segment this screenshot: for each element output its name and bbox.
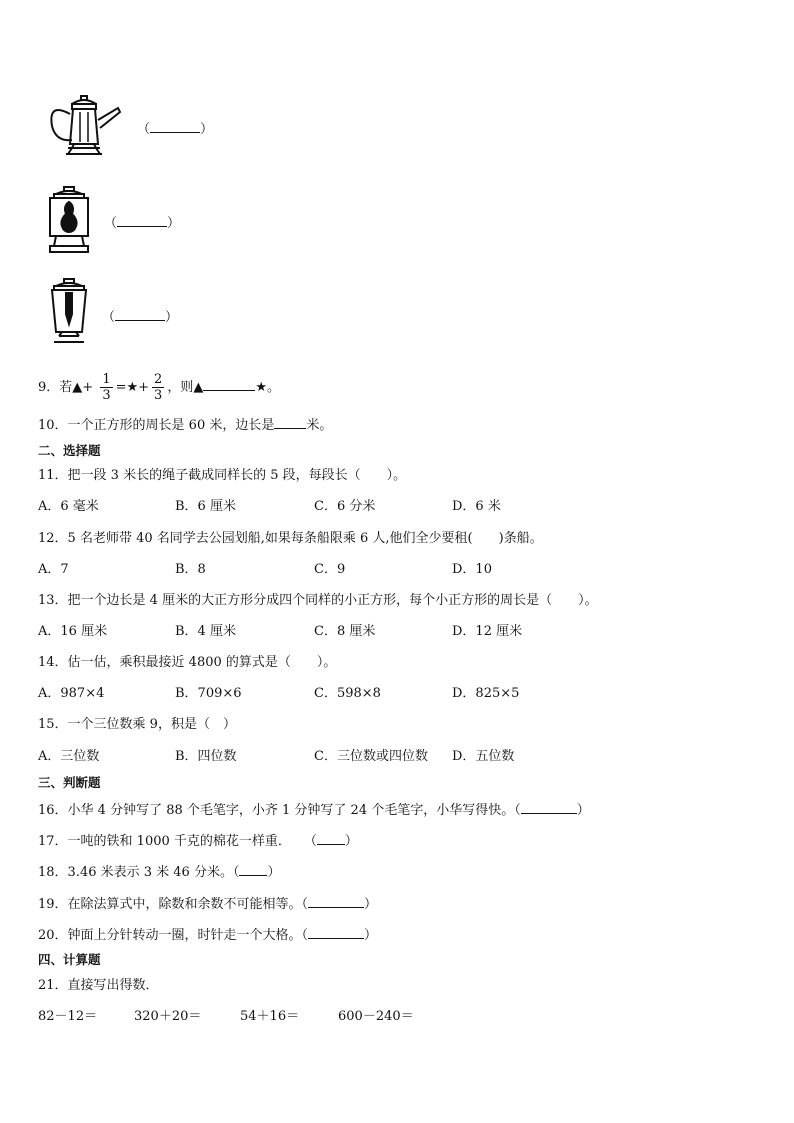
fraction-two-thirds: $\frac{2}{3}$: [154, 372, 163, 403]
paren-open: （: [137, 122, 151, 137]
q15-option-d[interactable]: D．五位数: [452, 749, 515, 764]
q13-option-c[interactable]: C．8 厘米: [314, 624, 376, 639]
q14-option-d[interactable]: D．825×5: [452, 686, 520, 701]
q14-option-a[interactable]: A．987×4: [38, 686, 105, 701]
question-11: 11．把一段 3 米长的绳子截成同样长的 5 段，每段长（ ）。: [38, 468, 407, 483]
q19-blank[interactable]: [308, 894, 364, 908]
question-16: 16．小华 4 分钟写了 88 个毛笔字，小齐 1 分钟写了 24 个毛笔字，小华写得快。（ ）: [38, 800, 590, 820]
q15-option-b[interactable]: B．四位数: [175, 749, 237, 764]
q12-option-b[interactable]: B．8: [175, 562, 206, 577]
q9-suffix-a: ，则▲: [167, 380, 204, 395]
q14-option-c[interactable]: C．598×8: [314, 686, 381, 701]
question-13: 13．把一个边长是 4 厘米的大正方形分成四个同样的小正方形，每个小正方形的周长是（ ）。: [38, 593, 598, 608]
q9-prefix: 9．若▲+: [38, 380, 94, 395]
coffee-pot-icon: [44, 278, 96, 346]
question-20: 20．钟面上分针转动一圈，时针走一个大格。（ ）: [38, 925, 377, 945]
q9-mid: =★+: [115, 380, 150, 395]
q13-option-a[interactable]: A．16 厘米: [38, 624, 108, 639]
q13-option-b[interactable]: B．4 厘米: [175, 624, 236, 639]
calc-item-3[interactable]: 54＋16＝: [240, 1009, 300, 1024]
calc-item-4[interactable]: 600－240＝: [338, 1009, 414, 1024]
section-heading-judge: 三、判断题: [38, 775, 101, 790]
question-15: 15．一个三位数乘 9，积是（ ）: [38, 717, 236, 732]
paren-close: ）: [165, 310, 179, 325]
question-18: 18．3.46 米表示 3 米 46 分米。（ ）: [38, 862, 280, 882]
q18-blank[interactable]: [239, 862, 267, 876]
q12-option-d[interactable]: D．10: [452, 562, 492, 577]
picture-3-answer: [102, 307, 178, 327]
fraction-one-third: $\frac{1}{3}$: [102, 372, 111, 403]
paren-open: （: [104, 216, 118, 231]
section-heading-calc: 四、计算题: [38, 952, 101, 967]
q9-blank[interactable]: [203, 377, 255, 391]
question-10: 10．一个正方形的周长是 60 米，边长是 米。: [38, 415, 332, 435]
q13-option-d[interactable]: D．12 厘米: [452, 624, 523, 639]
answer-blank[interactable]: [117, 213, 167, 227]
q20-blank[interactable]: [308, 925, 364, 939]
question-19: 19．在除法算式中，除数和余数不可能相等。（ ）: [38, 894, 377, 914]
q14-option-b[interactable]: B．709×6: [175, 686, 242, 701]
q11-option-c[interactable]: C．6 分米: [314, 499, 376, 514]
q12-option-a[interactable]: A．7: [38, 562, 69, 577]
answer-blank[interactable]: [150, 119, 200, 133]
q11-option-b[interactable]: B．6 厘米: [175, 499, 236, 514]
section-heading-choice: 二、选择题: [38, 443, 101, 458]
q16-blank[interactable]: [521, 800, 577, 814]
question-9: [38, 370, 280, 406]
teapot-icon: [46, 94, 126, 160]
gourd-jar-icon: [44, 186, 96, 254]
picture-2-answer: [104, 213, 180, 233]
paren-close: ）: [167, 216, 181, 231]
q17-blank[interactable]: [317, 831, 345, 845]
paren-open: （: [102, 310, 116, 325]
question-21: 21．直接写出得数．: [38, 978, 159, 993]
question-14: 14．估一估，乘积最接近 4800 的算式是（ ）。: [38, 655, 337, 670]
q15-option-a[interactable]: A．三位数: [38, 749, 100, 764]
q10-blank[interactable]: [274, 415, 306, 429]
q12-option-c[interactable]: C．9: [314, 562, 346, 577]
calc-item-1[interactable]: 82－12＝: [38, 1009, 98, 1024]
question-17: 17．一吨的铁和 1000 千克的棉花一样重． （ ）: [38, 831, 358, 851]
question-12: 12．5 名老师带 40 名同学去公园划船,如果每条船限乘 6 人,他们全少要租( )条船。: [38, 531, 543, 546]
q11-option-a[interactable]: A．6 毫米: [38, 499, 99, 514]
answer-blank[interactable]: [115, 307, 165, 321]
q9-suffix-b: ★。: [255, 380, 280, 395]
q15-option-c[interactable]: C．三位数或四位数: [314, 749, 428, 764]
q11-option-d[interactable]: D．6 米: [452, 499, 501, 514]
paren-close: ）: [200, 122, 214, 137]
calc-item-2[interactable]: 320＋20＝: [134, 1009, 202, 1024]
picture-1-answer: [137, 119, 213, 139]
